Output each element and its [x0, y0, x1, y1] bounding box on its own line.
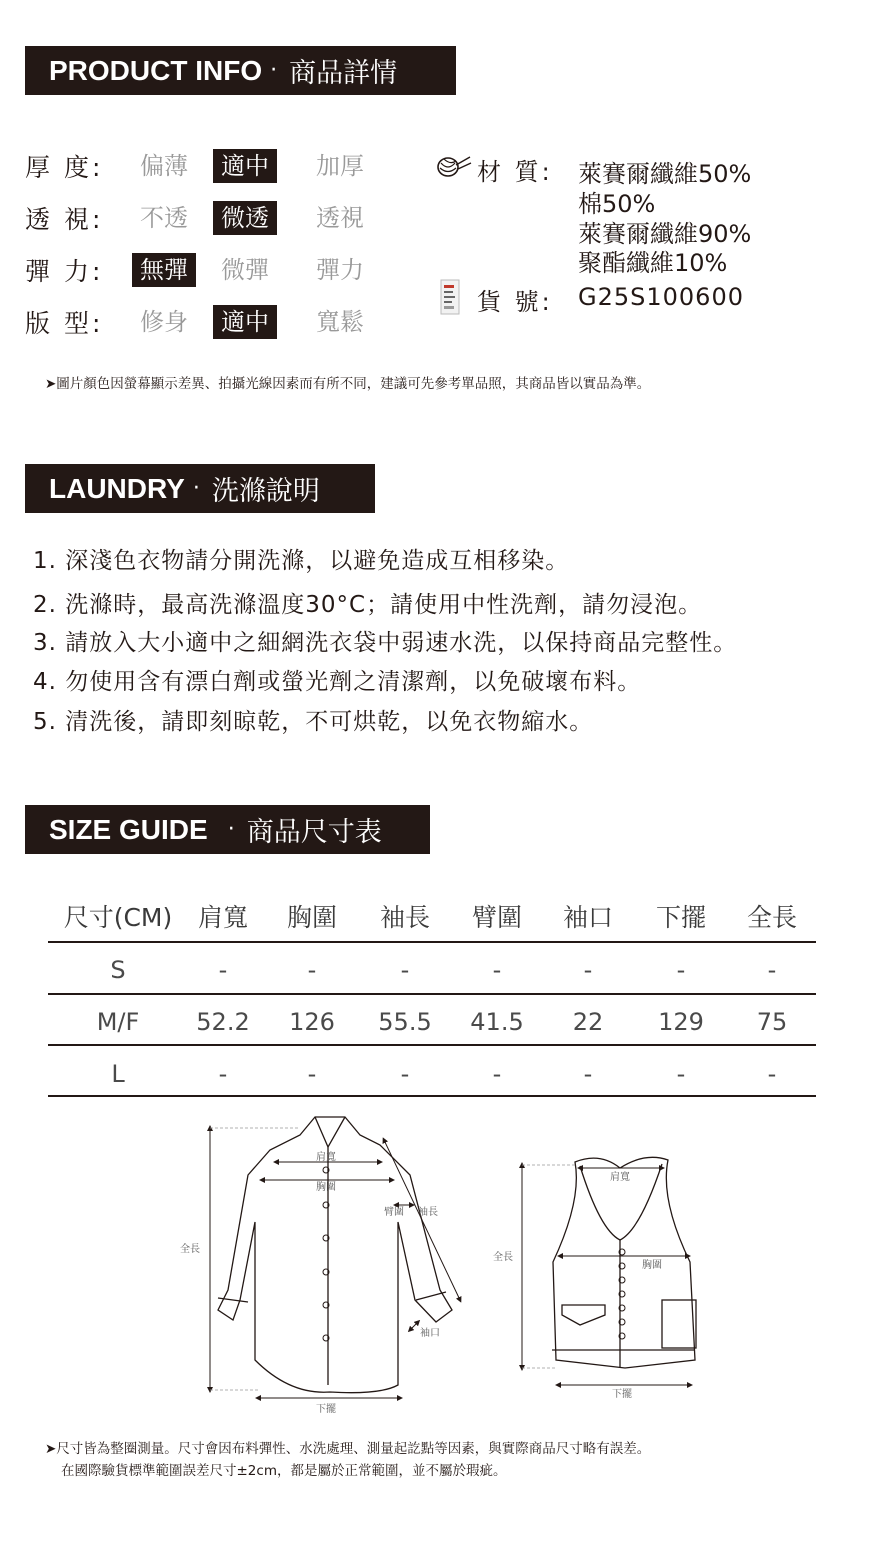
size-table-row: [48, 1049, 816, 1099]
size-table-column-header: 胸圍: [286, 903, 337, 932]
shirt-sleeve-label: 袖長: [418, 1207, 438, 1218]
attribute-option-selected: 微透: [213, 201, 277, 235]
size-table-row: [48, 945, 816, 995]
sku-label: 貨 號:: [477, 288, 553, 316]
shirt-length-label: 全長: [180, 1244, 200, 1255]
attribute-option: 微彈: [221, 256, 269, 284]
size-table-column-header: 尺寸(CM): [63, 903, 173, 932]
color-disclaimer: ➤圖片顏色因螢幕顯示差異、拍攝光線因素而有所不同，建議可先參考單品照，其商品皆以實品為準。: [45, 376, 651, 392]
laundry-item: 3. 請放入大小適中之細網洗衣袋中弱速水洗，以保持商品完整性。: [33, 630, 738, 656]
attribute-row: [25, 149, 425, 183]
attribute-option: 寬鬆: [316, 308, 364, 336]
attribute-option: 修身: [140, 308, 188, 336]
size-table-cell: 129: [658, 1008, 704, 1036]
size-table-header: [48, 893, 816, 943]
attribute-option: 透視: [316, 204, 364, 232]
shirt-shoulder-label: 肩寬: [316, 1152, 336, 1163]
vest-shoulder-label: 肩寬: [610, 1172, 630, 1183]
laundry-item: 2. 洗滌時，最高洗滌溫度30°C；請使用中性洗劑，請勿浸泡。: [33, 592, 703, 618]
size-table-cell: L: [111, 1060, 125, 1088]
size-table-row: [48, 997, 816, 1047]
size-table-cell: -: [218, 1060, 228, 1088]
size-guide-header-en: SIZE GUIDE: [49, 813, 208, 845]
attribute-option-selected: 適中: [213, 149, 277, 183]
size-table-column-header: 肩寬: [197, 903, 248, 932]
size-table-cell: -: [400, 956, 410, 984]
size-table-cell: -: [400, 1060, 410, 1088]
size-table-cell: 52.2: [196, 1008, 250, 1036]
laundry-item: 5. 清洗後，請即刻晾乾，不可烘乾，以免衣物縮水。: [33, 709, 594, 735]
product-info-header: [25, 46, 456, 95]
size-table-cell: 75: [756, 1008, 788, 1036]
size-table-column-header: 下擺: [655, 903, 706, 932]
attribute-option-selected: 無彈: [132, 253, 196, 287]
material-line: 棉50%: [578, 190, 656, 218]
size-table-cell: -: [307, 956, 317, 984]
product-info-header-cn: 商品詳情: [289, 58, 398, 89]
laundry-item: 1. 深淺色衣物請分開洗滌，以避免造成互相移染。: [33, 548, 570, 574]
attribute-option-selected: 適中: [213, 305, 277, 339]
attribute-label: 透 視:: [25, 205, 104, 234]
size-table-cell: -: [492, 956, 502, 984]
attribute-row: [25, 253, 425, 287]
attribute-label: 版 型:: [25, 309, 104, 338]
material-line: 聚酯纖維10%: [578, 249, 728, 277]
header-separator: ·: [192, 476, 200, 501]
vest-length-label: 全長: [493, 1252, 513, 1263]
size-table-cell: 126: [289, 1008, 335, 1036]
size-table-cell: -: [767, 956, 777, 984]
size-table-cell: -: [583, 956, 593, 984]
laundry-header-en: LAUNDRY: [49, 472, 185, 504]
size-table-cell: -: [307, 1060, 317, 1088]
vest-outline: [552, 1157, 696, 1368]
measurement-diagram: [0, 1100, 875, 1430]
shirt-chest-label: 胸圍: [316, 1182, 336, 1193]
vest-measure-lines: [522, 1165, 690, 1385]
header-separator: ·: [270, 58, 278, 83]
size-table-column-header: 臂圍: [471, 903, 522, 932]
size-table-cell: 41.5: [470, 1008, 524, 1036]
header-separator: ·: [227, 817, 235, 842]
size-table-cell: -: [492, 1060, 502, 1088]
laundry-header: [25, 464, 375, 513]
size-table-cell: -: [676, 956, 686, 984]
shirt-hem-label: 下擺: [316, 1404, 336, 1415]
product-info-header-en: PRODUCT INFO: [49, 54, 263, 86]
size-table-column-header: 全長: [746, 903, 797, 932]
table-divider: [48, 993, 816, 995]
size-table-cell: S: [110, 956, 126, 984]
size-note-line1: ➤尺寸皆為整圈測量。尺寸會因布料彈性、水洗處理、測量起訖點等因素，與實際商品尺寸略有誤差。: [45, 1441, 651, 1457]
attribute-option: 不透: [140, 204, 188, 232]
size-table-column-header: 袖長: [379, 903, 430, 932]
size-table-column-header: 袖口: [562, 903, 613, 932]
table-divider: [48, 1095, 816, 1097]
attribute-option: 偏薄: [140, 152, 188, 180]
size-table-cell: 55.5: [378, 1008, 432, 1036]
laundry-item: 4. 勿使用含有漂白劑或螢光劑之清潔劑，以免破壞布料。: [33, 669, 642, 695]
attribute-row: [25, 201, 425, 235]
size-table-cell: M/F: [96, 1008, 140, 1036]
size-table-cell: -: [218, 956, 228, 984]
shirt-arm-label: 臂圍: [384, 1207, 404, 1218]
size-table-cell: -: [767, 1060, 777, 1088]
size-table-cell: -: [676, 1060, 686, 1088]
attribute-option: 彈力: [316, 256, 364, 284]
size-table-cell: -: [583, 1060, 593, 1088]
table-divider: [48, 941, 816, 943]
yarn-icon: [436, 153, 472, 181]
size-note-line2: 在國際驗貨標準範圍誤差尺寸±2cm，都是屬於正常範圍，並不屬於瑕疵。: [61, 1463, 507, 1479]
table-divider: [48, 1044, 816, 1046]
size-guide-header: [25, 805, 430, 854]
size-table-cell: 22: [572, 1008, 604, 1036]
sku-value: G25S100600: [578, 283, 744, 311]
tag-icon: [438, 277, 464, 317]
vest-chest-label: 胸圍: [642, 1260, 662, 1271]
attribute-row: [25, 305, 425, 339]
attribute-option: 加厚: [316, 152, 364, 180]
attribute-label: 彈 力:: [25, 257, 104, 286]
size-guide-header-cn: 商品尺寸表: [246, 817, 382, 848]
vest-hem-label: 下擺: [612, 1389, 632, 1400]
material-line: 萊賽爾纖維90%: [578, 220, 752, 248]
attribute-label: 厚 度:: [25, 153, 104, 182]
material-label: 材 質:: [477, 158, 553, 186]
shirt-cuff-label: 袖口: [420, 1328, 440, 1339]
laundry-header-cn: 洗滌說明: [211, 476, 320, 507]
material-line: 萊賽爾纖維50%: [578, 160, 752, 188]
